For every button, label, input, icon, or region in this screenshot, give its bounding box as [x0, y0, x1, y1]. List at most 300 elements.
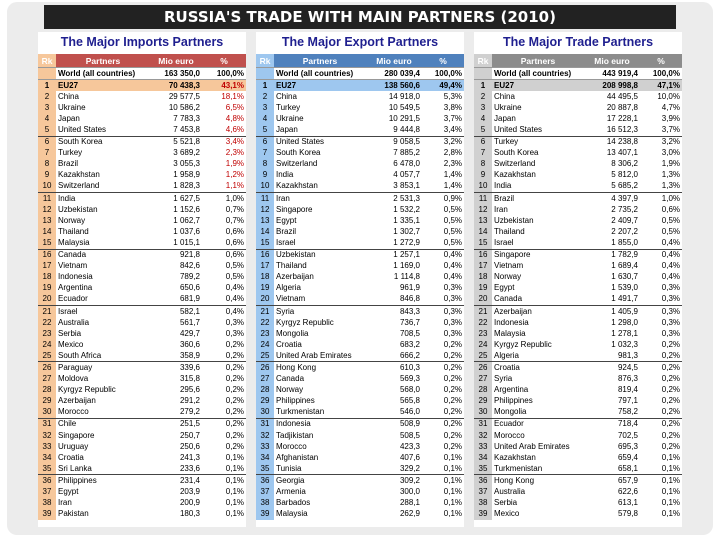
percent-cell: 0,2% [202, 350, 246, 362]
partner-cell: Singapore [58, 430, 95, 440]
rank-cell: 31 [256, 418, 274, 430]
partner-cell: Kyrgyz Republic [276, 317, 334, 327]
percent-cell: 1,9% [225, 159, 244, 169]
slide-title: RUSSIA'S TRADE WITH MAIN PARTNERS (2010) [44, 5, 676, 29]
partner-cell: Canada [58, 250, 87, 260]
partner-cell: Iran [494, 204, 508, 214]
percent-cell: 0,2% [661, 385, 680, 395]
table-row [474, 294, 682, 306]
partner-cell: Israel [274, 237, 366, 249]
table-row [256, 441, 464, 452]
percent-cell: 0,5% [225, 272, 244, 282]
rank-cell: 25 [38, 350, 56, 362]
rank-cell: 39 [474, 509, 492, 520]
partner-cell: Pakistan [58, 509, 89, 519]
table-row [38, 215, 246, 226]
exports-table [256, 54, 464, 520]
percent-cell: 0,1% [661, 452, 680, 462]
percent-cell: 0,1% [225, 487, 244, 497]
percent-cell: 0,1% [661, 487, 680, 497]
table-row [474, 249, 682, 261]
rank-cell: 29 [38, 396, 56, 407]
value-cell: 842,6 [179, 261, 200, 271]
percent-cell: 0,2% [443, 419, 462, 429]
rank-cell: 29 [474, 396, 492, 407]
partner-cell: Thailand [58, 226, 89, 236]
percent-cell: 3,2% [443, 137, 462, 147]
partner-cell: Turkmenistan [492, 463, 584, 475]
partner-cell: Iran [58, 498, 72, 508]
rank-cell: 24 [474, 339, 492, 350]
partner-cell: South Korea [494, 148, 539, 158]
rank-cell: 7 [256, 148, 274, 159]
partner-cell: Vietnam [274, 294, 366, 306]
table-row [256, 350, 464, 362]
partner-cell: Turkmenistan [274, 407, 366, 419]
rank-cell: 15 [474, 237, 492, 249]
rank-cell: 20 [256, 294, 274, 306]
rank-cell: 29 [256, 396, 274, 407]
rank-cell: 32 [474, 430, 492, 441]
table-row [474, 328, 682, 339]
value-cell: 695,3 [617, 441, 638, 451]
table-row [256, 261, 464, 272]
exports-heading: The Major Export Partners [281, 35, 439, 49]
percent-cell: 3,8% [443, 102, 462, 112]
table-row [256, 102, 464, 113]
value-cell: 203,9 [179, 487, 200, 497]
partner-cell: Philippines [276, 396, 315, 406]
value-cell: 295,6 [179, 385, 200, 395]
value-cell: 1 828,3 [150, 181, 202, 193]
table-row [38, 350, 246, 362]
value-cell: 613,1 [617, 498, 638, 508]
partner-cell: China [494, 91, 515, 101]
partner-cell: Indonesia [276, 419, 311, 429]
value-cell: 9 058,5 [393, 137, 420, 147]
rank-cell: 4 [38, 113, 56, 124]
table-row [474, 498, 682, 509]
table-row [38, 237, 246, 249]
table-row [38, 339, 246, 350]
rank-cell: 18 [474, 272, 492, 283]
table-row [474, 204, 682, 215]
table-row [474, 80, 682, 92]
partner-cell: Turkey [276, 102, 301, 112]
percent-cell: 18,1% [221, 91, 244, 101]
imports-table [38, 54, 246, 520]
percent-cell: 0,3% [225, 317, 244, 327]
partner-cell: Uzbekistan [276, 250, 316, 260]
partner-cell: Vietnam [58, 261, 88, 271]
rank-cell: 38 [38, 498, 56, 509]
rank-cell: 34 [38, 452, 56, 463]
partner-cell: United States [492, 124, 584, 136]
percent-cell: 0,3% [443, 283, 462, 293]
table-row [474, 113, 682, 124]
value-cell: 1 335,1 [393, 215, 420, 225]
table-row [38, 102, 246, 113]
value-cell: 17 228,1 [606, 113, 638, 123]
table-row [474, 396, 682, 407]
rank-cell: 2 [474, 91, 492, 102]
table-row [474, 181, 682, 193]
partner-cell: Algeria [276, 283, 301, 293]
table-row [474, 272, 682, 283]
value-cell: 561,7 [179, 317, 200, 327]
table-row [256, 113, 464, 124]
partner-cell: Japan [494, 113, 516, 123]
percent-cell: 0,1% [443, 498, 462, 508]
percent-cell: 1,2% [225, 170, 244, 180]
rank-cell: 3 [474, 102, 492, 113]
percent-cell: 0,4% [661, 272, 680, 282]
percent-cell: 0,1% [661, 475, 680, 485]
rank-cell: 19 [256, 283, 274, 294]
value-cell: 279,2 [150, 407, 202, 419]
value-cell: 339,6 [179, 362, 200, 372]
partner-cell: Azerbaijan [58, 396, 96, 406]
value-cell: 251,5 [179, 419, 200, 429]
header-mio-euro: Mio euro [150, 54, 202, 68]
header-mio-euro: Mio euro [584, 54, 640, 68]
rank-cell: 32 [38, 430, 56, 441]
table-row [38, 159, 246, 170]
value-cell: 819,4 [617, 385, 638, 395]
table-row [474, 237, 682, 249]
table-row [38, 261, 246, 272]
value-cell: 1 114,8 [393, 272, 420, 282]
percent-cell: 0,4% [225, 306, 244, 316]
rank-cell: 12 [38, 204, 56, 215]
value-cell: 3 689,2 [173, 148, 200, 158]
partner-cell: Singapore [276, 204, 313, 214]
table-row [38, 272, 246, 283]
rank-cell: 16 [256, 249, 274, 261]
value-cell: 1 298,0 [611, 317, 638, 327]
partner-cell: Hong Kong [494, 475, 535, 485]
rank-cell: 33 [38, 441, 56, 452]
rank-cell: 24 [38, 339, 56, 350]
world-label: World (all countries) [274, 68, 366, 80]
value-cell: 180,3 [179, 509, 200, 519]
trade-heading: The Major Trade Partners [502, 35, 654, 49]
table-row [474, 339, 682, 350]
percent-cell: 0,2% [225, 441, 244, 451]
table-row [38, 430, 246, 441]
table-row [474, 148, 682, 159]
value-cell: 233,6 [150, 463, 202, 475]
percent-cell: 0,2% [225, 396, 244, 406]
value-cell: 508,5 [399, 430, 420, 440]
percent-cell: 0,1% [225, 475, 244, 485]
partner-cell: Malaysia [494, 328, 526, 338]
partner-cell: Norway [494, 272, 522, 282]
partner-cell: Ukraine [58, 102, 86, 112]
partner-cell: United States [56, 124, 150, 136]
header-rank: Rk [38, 54, 56, 68]
value-cell: 4 397,9 [611, 193, 638, 203]
table-row [38, 498, 246, 509]
rank-cell: 22 [38, 317, 56, 328]
table-row [474, 509, 682, 520]
table-row [38, 226, 246, 237]
percent-cell: 1,3% [640, 181, 682, 193]
table-row [256, 463, 464, 475]
partner-cell: Serbia [58, 328, 82, 338]
imports-heading: The Major Imports Partners [60, 35, 224, 49]
partner-cell: United Arab Emirates [494, 441, 570, 451]
percent-cell: 47,1% [640, 80, 682, 92]
world-value: 163 350,0 [150, 68, 202, 80]
percent-cell: 5,3% [443, 91, 462, 101]
value-cell: 981,3 [584, 350, 640, 362]
header-rank: Rk [256, 54, 274, 68]
value-cell: 681,9 [150, 294, 202, 306]
rank-cell: 10 [256, 181, 274, 193]
rank-cell: 26 [256, 362, 274, 374]
rank-cell: 3 [38, 102, 56, 113]
table-row [38, 91, 246, 102]
value-cell: 736,7 [399, 317, 420, 327]
partner-cell: Kyrgyz Republic [58, 385, 116, 395]
partner-cell: Mexico [494, 509, 520, 519]
rank-cell: 5 [38, 124, 56, 136]
partner-cell: Serbia [494, 498, 518, 508]
percent-cell: 0,3% [640, 294, 682, 306]
value-cell: 508,9 [399, 419, 420, 429]
table-row [38, 249, 246, 261]
rank-cell: 32 [256, 430, 274, 441]
table-row [256, 204, 464, 215]
rank-cell: 14 [256, 226, 274, 237]
table-row [38, 486, 246, 497]
value-cell: 29 577,5 [168, 91, 200, 101]
imports-panel [38, 32, 246, 527]
table-row [38, 374, 246, 385]
value-cell: 300,0 [399, 487, 420, 497]
partner-cell: Morocco [276, 441, 307, 451]
percent-cell: 0,2% [225, 385, 244, 395]
percent-cell: 0,1% [661, 498, 680, 508]
value-cell: 5 685,2 [584, 181, 640, 193]
trade-panel [474, 32, 682, 527]
table-row [474, 124, 682, 136]
table-row [256, 498, 464, 509]
percent-cell: 0,2% [202, 407, 246, 419]
partner-cell: Ecuador [56, 294, 150, 306]
partner-cell: Brazil [494, 193, 515, 203]
value-cell: 622,6 [617, 487, 638, 497]
table-row [256, 237, 464, 249]
partner-cell: Norway [58, 215, 86, 225]
table-row [474, 170, 682, 181]
value-cell: 1 532,2 [393, 204, 420, 214]
percent-cell: 1,0% [661, 193, 680, 203]
table-row [474, 283, 682, 294]
value-cell: 231,4 [179, 475, 200, 485]
percent-cell: 0,1% [443, 452, 462, 462]
header-mio-euro: Mio euro [366, 54, 422, 68]
table-row [38, 509, 246, 520]
rank-cell: 30 [474, 407, 492, 419]
value-cell: 568,0 [399, 385, 420, 395]
rank-cell: 33 [256, 441, 274, 452]
table-row [38, 305, 246, 317]
value-cell: 565,8 [399, 396, 420, 406]
value-cell: 1 405,9 [611, 306, 638, 316]
partner-cell: Turkey [494, 137, 519, 147]
value-cell: 658,1 [584, 463, 640, 475]
value-cell: 241,3 [179, 452, 200, 462]
percent-cell: 0,3% [422, 294, 464, 306]
partner-cell: Ukraine [494, 102, 522, 112]
rank-cell: 18 [38, 272, 56, 283]
value-cell: 423,3 [399, 441, 420, 451]
world-percent: 100,0% [422, 68, 464, 80]
table-row [38, 407, 246, 419]
percent-cell: 0,2% [661, 339, 680, 349]
rank-cell: 17 [256, 261, 274, 272]
header-partners: Partners [492, 54, 584, 68]
partner-cell: Philippines [58, 475, 97, 485]
rank-cell: 2 [256, 91, 274, 102]
table-row [256, 148, 464, 159]
percent-cell: 0,2% [443, 430, 462, 440]
world-value: 443 919,4 [584, 68, 640, 80]
table-row [38, 80, 246, 92]
rank-cell: 37 [38, 486, 56, 497]
value-cell: 650,6 [179, 283, 200, 293]
value-cell: 1 782,9 [611, 250, 638, 260]
partner-cell: Indonesia [58, 272, 93, 282]
percent-cell: 4,6% [202, 124, 246, 136]
partner-cell: Malaysia [276, 509, 308, 519]
percent-cell: 0,6% [225, 226, 244, 236]
percent-cell: 3,9% [661, 113, 680, 123]
value-cell: 407,6 [399, 452, 420, 462]
percent-cell: 0,2% [225, 362, 244, 372]
partner-cell: Argentina [494, 385, 529, 395]
percent-cell: 0,4% [443, 261, 462, 271]
value-cell: 262,9 [399, 509, 420, 519]
percent-cell: 0,4% [443, 250, 462, 260]
partner-cell: Syria [494, 374, 513, 384]
rank-cell: 11 [474, 193, 492, 205]
partner-cell: Morocco [494, 430, 525, 440]
table-row [38, 463, 246, 475]
table-row [474, 385, 682, 396]
value-cell: 683,2 [399, 339, 420, 349]
value-cell: 846,8 [366, 294, 422, 306]
partner-cell: Japan [58, 113, 80, 123]
value-cell: 657,9 [617, 475, 638, 485]
partner-cell: Azerbaijan [494, 306, 532, 316]
rank-cell: 37 [474, 486, 492, 497]
partner-cell: Iran [276, 193, 290, 203]
partner-cell: Croatia [58, 452, 84, 462]
table-row [256, 249, 464, 261]
value-cell: 718,4 [617, 419, 638, 429]
partner-cell: Mongolia [276, 328, 309, 338]
world-rank-blank [38, 68, 56, 80]
partner-cell: Azerbaijan [276, 272, 314, 282]
table-row [38, 170, 246, 181]
percent-cell: 0,4% [202, 294, 246, 306]
table-row [256, 430, 464, 441]
percent-cell: 0,2% [443, 441, 462, 451]
partner-cell: Uzbekistan [494, 215, 534, 225]
value-cell: 358,9 [150, 350, 202, 362]
world-percent: 100,0% [640, 68, 682, 80]
value-cell: 1 032,3 [611, 339, 638, 349]
rank-cell: 36 [256, 475, 274, 487]
rank-cell: 8 [38, 159, 56, 170]
rank-cell: 17 [474, 261, 492, 272]
value-cell: 250,7 [179, 430, 200, 440]
percent-cell: 3,2% [661, 137, 680, 147]
value-cell: 1 302,7 [393, 226, 420, 236]
value-cell: 5 521,8 [173, 137, 200, 147]
value-cell: 1 272,9 [366, 237, 422, 249]
table-row [474, 226, 682, 237]
rank-cell: 17 [38, 261, 56, 272]
partner-cell: Afghanistan [276, 452, 319, 462]
table-row [474, 475, 682, 487]
partner-cell: Uruguay [58, 441, 89, 451]
table-row [474, 317, 682, 328]
value-cell: 921,8 [179, 250, 200, 260]
percent-cell: 0,3% [661, 328, 680, 338]
table-row [256, 80, 464, 92]
rank-cell: 14 [38, 226, 56, 237]
partner-cell: Thailand [276, 261, 307, 271]
percent-cell: 0,3% [225, 328, 244, 338]
table-row [38, 113, 246, 124]
world-rank-blank [256, 68, 274, 80]
table-row [256, 385, 464, 396]
rank-cell: 18 [256, 272, 274, 283]
table-row [38, 283, 246, 294]
partner-cell: Ecuador [494, 419, 524, 429]
rank-cell: 31 [38, 418, 56, 430]
partner-cell: Chile [58, 419, 77, 429]
table-row [474, 136, 682, 148]
partner-cell: Moldova [58, 374, 89, 384]
partner-cell: Croatia [276, 339, 302, 349]
value-cell: 797,1 [617, 396, 638, 406]
value-cell: 666,2 [366, 350, 422, 362]
partner-cell: Israel [492, 237, 584, 249]
partner-cell: Canada [276, 374, 305, 384]
percent-cell: 6,5% [225, 102, 244, 112]
rank-cell: 4 [474, 113, 492, 124]
value-cell: 7 453,8 [150, 124, 202, 136]
percent-cell: 3,7% [640, 124, 682, 136]
percent-cell: 0,4% [443, 272, 462, 282]
partner-cell: Georgia [276, 475, 305, 485]
table-row [38, 204, 246, 215]
exports-panel [256, 32, 464, 527]
percent-cell: 0,1% [443, 475, 462, 485]
rank-cell: 20 [474, 294, 492, 306]
value-cell: 546,0 [366, 407, 422, 419]
partner-cell: Australia [58, 317, 90, 327]
value-cell: 10 586,2 [168, 102, 200, 112]
rank-cell: 31 [474, 418, 492, 430]
percent-cell: 0,2% [422, 407, 464, 419]
partner-cell: Vietnam [494, 261, 524, 271]
